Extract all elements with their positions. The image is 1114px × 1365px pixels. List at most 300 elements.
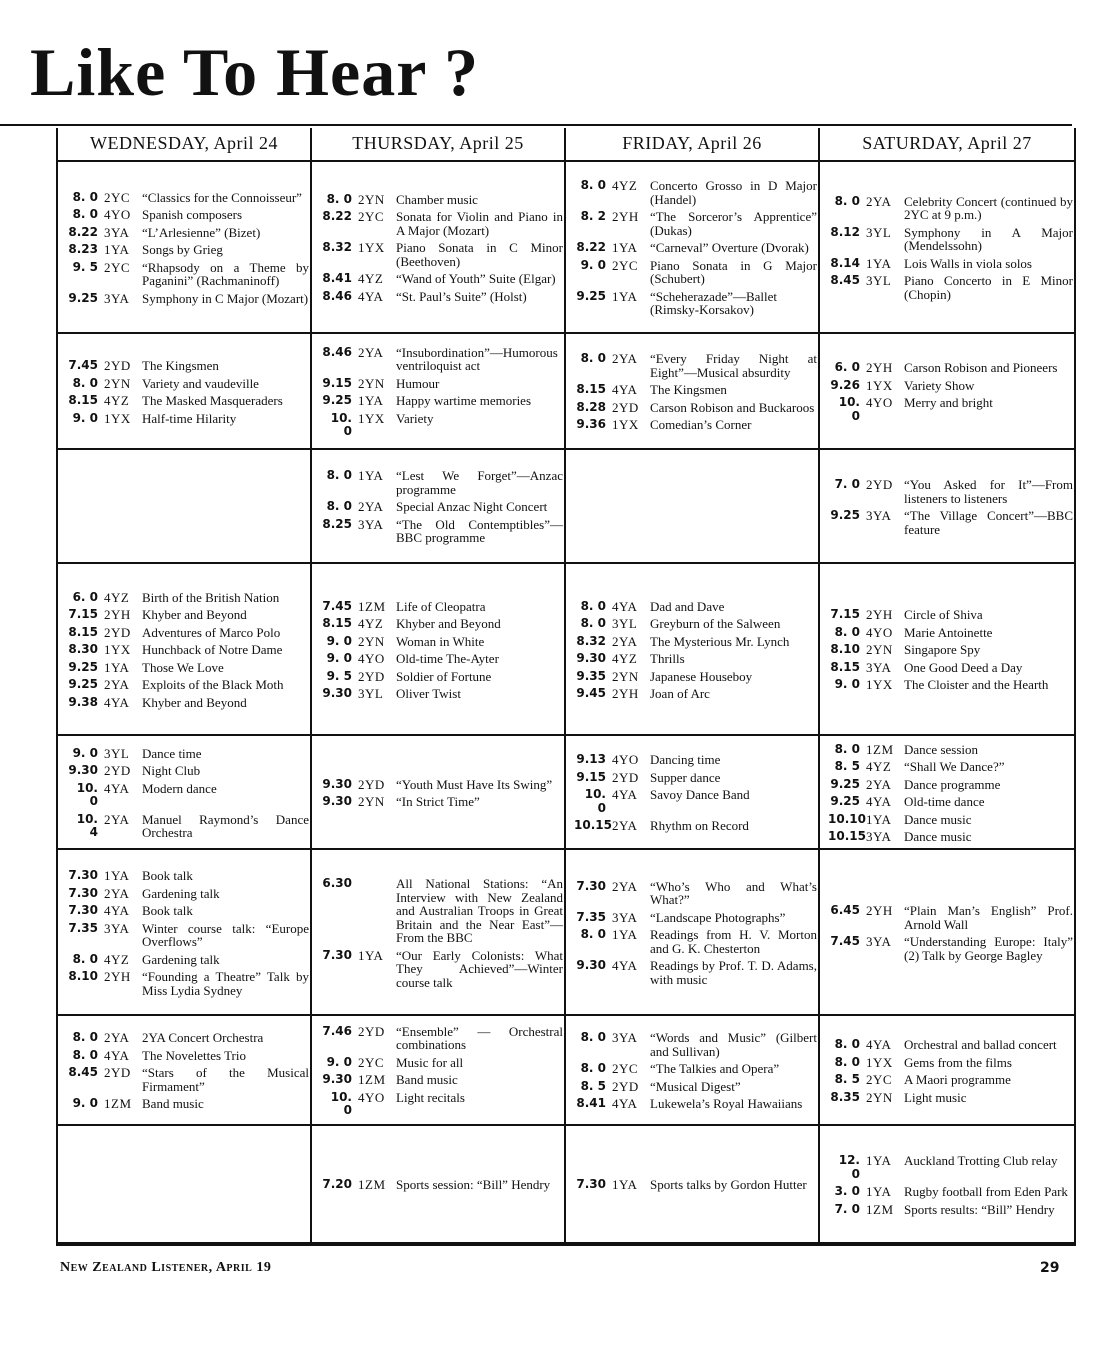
program-entry bbox=[66, 970, 309, 997]
program-entry bbox=[828, 1056, 1073, 1070]
program-time: 10.15 bbox=[828, 829, 866, 843]
program-entry bbox=[828, 626, 1073, 640]
station-code: 2YC bbox=[612, 1061, 639, 1077]
program-time: 7.35 bbox=[68, 920, 98, 935]
program-entry bbox=[574, 670, 817, 684]
program-time: 9. 0 bbox=[834, 677, 860, 692]
program-time: 9.25 bbox=[830, 508, 860, 522]
program-entry bbox=[828, 379, 1073, 393]
program-title: Variety and vaudeville bbox=[142, 375, 259, 391]
schedule-cell bbox=[312, 162, 566, 334]
schedule-cell bbox=[820, 1126, 1074, 1244]
program-time: 7.35 bbox=[576, 909, 606, 924]
program-title: Gems from the films bbox=[904, 1054, 1012, 1070]
station-code: 3YA bbox=[866, 508, 892, 523]
program-title: Orchestral and ballad concert bbox=[904, 1037, 1057, 1052]
station-code: 2YC bbox=[358, 209, 385, 225]
station-code: 1ZM bbox=[104, 1096, 132, 1112]
station-code: 4YO bbox=[866, 395, 893, 410]
station-code: 2YD bbox=[612, 399, 639, 415]
program-title: Joan of Arc bbox=[650, 686, 710, 701]
program-title: The Kingsmen bbox=[142, 358, 219, 373]
program-title: “Landscape Photographs” bbox=[650, 909, 786, 925]
station-code: 1YX bbox=[866, 377, 893, 393]
station-code: 2YH bbox=[104, 969, 131, 984]
program-time: 8.14 bbox=[830, 255, 860, 270]
schedule-cell bbox=[312, 334, 566, 450]
program-entry bbox=[828, 274, 1073, 301]
program-entry bbox=[574, 383, 817, 397]
schedule-cell bbox=[58, 1126, 312, 1244]
program-time: 9.30 bbox=[322, 686, 352, 700]
day-header: WEDNESDAY, April 24 bbox=[58, 128, 312, 162]
program-entry bbox=[828, 396, 1073, 423]
station-code: 2YA bbox=[104, 811, 130, 827]
program-title: “The Sorceror’s Apprentice” (Dukas) bbox=[650, 209, 817, 238]
program-entry bbox=[828, 361, 1073, 375]
program-entry bbox=[320, 1073, 563, 1087]
program-time: 8.35 bbox=[830, 1089, 860, 1104]
program-title: Lois Walls in viola solos bbox=[904, 255, 1032, 271]
schedule-cell bbox=[566, 334, 820, 450]
schedule-cell bbox=[820, 736, 1074, 850]
program-entry bbox=[828, 795, 1073, 809]
program-title: Winter course talk: “Europe Overflows” bbox=[142, 920, 309, 949]
program-entry bbox=[320, 652, 563, 666]
program-time: 10. 0 bbox=[838, 395, 860, 423]
program-entry bbox=[320, 1025, 563, 1052]
station-code: 3YL bbox=[104, 745, 130, 761]
station-code: 3YA bbox=[612, 909, 638, 925]
program-time: 9.30 bbox=[322, 776, 352, 791]
program-title: Piano Concerto in E Minor (Chopin) bbox=[904, 273, 1073, 302]
program-time: 9.45 bbox=[576, 686, 606, 700]
program-time: 6.30 bbox=[322, 876, 352, 890]
program-title: Sports results: “Bill” Hendry bbox=[904, 1201, 1055, 1217]
program-title: Band music bbox=[142, 1096, 204, 1112]
program-title: Manuel Raymond’s Dance Orchestra bbox=[142, 811, 309, 840]
program-entry bbox=[574, 753, 817, 767]
station-code: 2YH bbox=[104, 607, 131, 623]
program-title: Rugby football from Eden Park bbox=[904, 1184, 1068, 1199]
program-time: 8. 0 bbox=[580, 1061, 606, 1076]
program-entry bbox=[574, 290, 817, 317]
station-code: 1YA bbox=[866, 255, 892, 271]
station-code: 3YA bbox=[358, 516, 384, 532]
day-header: FRIDAY, April 26 bbox=[566, 128, 820, 162]
program-title: Piano Sonata in C Minor (Beethoven) bbox=[396, 240, 563, 269]
station-code: 2YH bbox=[866, 607, 893, 623]
station-code: 2YN bbox=[358, 191, 385, 207]
station-code: 3YL bbox=[612, 616, 638, 631]
program-title: Woman in White bbox=[396, 633, 485, 649]
program-time: 7.30 bbox=[68, 903, 98, 917]
day-header: THURSDAY, April 25 bbox=[312, 128, 566, 162]
program-entry bbox=[66, 412, 309, 426]
station-code: 1YA bbox=[612, 288, 638, 304]
program-time: 9.25 bbox=[68, 659, 98, 674]
station-code: 4YA bbox=[612, 958, 638, 974]
station-code: 1YA bbox=[612, 1177, 638, 1193]
program-title: “Words and Music” (Gilbert and Sullivan) bbox=[650, 1030, 817, 1059]
station-code: 2YA bbox=[612, 633, 638, 649]
program-title: Humour bbox=[396, 375, 440, 391]
program-entry bbox=[320, 687, 563, 701]
program-title: “Every Friday Night at Eight”—Musical absurdity bbox=[650, 351, 817, 380]
program-entry bbox=[574, 635, 817, 649]
program-entry bbox=[828, 1091, 1073, 1105]
program-time: 3. 0 bbox=[834, 1184, 860, 1198]
schedule-cell bbox=[312, 850, 566, 1016]
program-entry bbox=[574, 687, 817, 701]
program-entry bbox=[828, 1154, 1073, 1181]
station-code: 1YA bbox=[612, 927, 638, 943]
program-title: Thrills bbox=[650, 651, 685, 666]
station-code: 2YN bbox=[866, 642, 893, 658]
program-time: 9.25 bbox=[830, 794, 860, 808]
schedule-cell bbox=[820, 162, 1074, 334]
program-title: “The Old Contemptibles”—BBC programme bbox=[396, 516, 563, 546]
station-code: 1YX bbox=[358, 240, 385, 256]
program-entry bbox=[574, 880, 817, 907]
program-entry bbox=[66, 747, 309, 761]
program-time: 8. 0 bbox=[834, 741, 860, 756]
program-title: Greyburn of the Salween bbox=[650, 616, 781, 631]
station-code: 1YX bbox=[612, 417, 639, 433]
program-title: Marie Antoinette bbox=[904, 624, 993, 640]
program-entry bbox=[320, 778, 563, 792]
program-entry bbox=[828, 226, 1073, 253]
program-entry bbox=[320, 600, 563, 614]
schedule-cell bbox=[566, 564, 820, 736]
program-entry bbox=[828, 743, 1073, 757]
program-title: Comedian’s Corner bbox=[650, 417, 752, 433]
program-time: 8.45 bbox=[68, 1065, 98, 1080]
program-title: “The Village Concert”—BBC feature bbox=[904, 508, 1073, 537]
program-title: “St. Paul’s Suite” (Holst) bbox=[396, 288, 527, 304]
program-time: 7. 0 bbox=[834, 1201, 860, 1216]
station-code: 4YZ bbox=[104, 393, 130, 408]
program-title: Sonata for Violin and Piano in A Major (Mozart) bbox=[396, 209, 563, 238]
program-entry bbox=[66, 1031, 309, 1045]
program-title: Gardening talk bbox=[142, 885, 220, 901]
program-title: Chamber music bbox=[396, 191, 478, 207]
program-time: 10. 0 bbox=[330, 1089, 352, 1117]
program-entry bbox=[574, 911, 817, 925]
program-time: 8.28 bbox=[576, 399, 606, 414]
station-code: 1ZM bbox=[358, 1177, 386, 1193]
station-code: 4YO bbox=[612, 752, 639, 768]
program-entry bbox=[320, 377, 563, 391]
program-entry bbox=[66, 696, 309, 710]
program-time: 7.30 bbox=[68, 868, 98, 882]
program-entry bbox=[574, 241, 817, 255]
program-time: 8. 0 bbox=[72, 1030, 98, 1045]
program-title: The Mysterious Mr. Lynch bbox=[650, 633, 790, 649]
program-time: 9. 5 bbox=[72, 259, 98, 274]
program-entry bbox=[66, 359, 309, 373]
program-entry bbox=[320, 290, 563, 304]
program-title: Exploits of the Black Moth bbox=[142, 677, 284, 693]
program-title: “Wand of Youth” Suite (Elgar) bbox=[396, 271, 556, 287]
station-code: 4YZ bbox=[866, 759, 892, 774]
program-time: 8. 0 bbox=[580, 178, 606, 193]
program-title: Readings by Prof. T. D. Adams, with music bbox=[650, 958, 817, 987]
program-time: 9.38 bbox=[68, 694, 98, 709]
program-time: 7.45 bbox=[68, 358, 98, 372]
station-code: 2YA bbox=[104, 885, 130, 901]
station-code: 2YD bbox=[866, 477, 893, 492]
program-time: 6. 0 bbox=[72, 589, 98, 604]
program-time: 7.15 bbox=[68, 607, 98, 622]
program-entry bbox=[66, 887, 309, 901]
program-entry bbox=[574, 1031, 817, 1058]
program-time: 9.30 bbox=[322, 1072, 352, 1086]
program-entry bbox=[66, 394, 309, 408]
program-time: 9.36 bbox=[576, 417, 606, 432]
program-entry bbox=[66, 608, 309, 622]
program-title: The Cloister and the Hearth bbox=[904, 677, 1049, 693]
station-code: 1YA bbox=[104, 659, 130, 675]
program-title: Those We Love bbox=[142, 659, 224, 675]
program-entry bbox=[320, 617, 563, 631]
station-code: 4YO bbox=[104, 207, 131, 223]
program-entry bbox=[66, 782, 309, 809]
program-title: “Classics for the Connoisseur” bbox=[142, 189, 302, 205]
program-entry bbox=[828, 478, 1073, 505]
program-entry bbox=[66, 626, 309, 640]
program-title: Gardening talk bbox=[142, 951, 220, 967]
station-code: 1YA bbox=[866, 1184, 892, 1199]
program-entry bbox=[320, 877, 563, 945]
program-title: Light music bbox=[904, 1089, 967, 1105]
program-title: Birth of the British Nation bbox=[142, 589, 280, 605]
program-time: 8. 0 bbox=[326, 191, 352, 206]
program-title: Lukewela’s Royal Hawaiians bbox=[650, 1096, 803, 1112]
schedule-cell bbox=[820, 334, 1074, 450]
program-entry bbox=[828, 778, 1073, 792]
footer-publication: New Zealand Listener, April 19 bbox=[60, 1260, 272, 1275]
station-code: 3YL bbox=[358, 686, 384, 701]
program-title: Merry and bright bbox=[904, 395, 993, 410]
program-title: 2YA Concert Orchestra bbox=[142, 1030, 264, 1046]
schedule-cell bbox=[820, 850, 1074, 1016]
program-time: 8.45 bbox=[830, 273, 860, 288]
station-code: 1ZM bbox=[358, 1072, 386, 1087]
program-time: 9.25 bbox=[576, 288, 606, 303]
station-code: 3YA bbox=[104, 920, 130, 936]
program-title: Spanish composers bbox=[142, 207, 243, 223]
station-code: 3YA bbox=[104, 290, 130, 306]
station-code: 2YC bbox=[104, 259, 131, 275]
station-code: 1YX bbox=[358, 410, 385, 426]
station-code: 1ZM bbox=[866, 741, 894, 757]
schedule-cell bbox=[566, 1016, 820, 1126]
program-title: “Scheherazade”—Ballet (Rimsky-Korsakov) bbox=[650, 288, 778, 318]
program-time: 9.30 bbox=[576, 958, 606, 973]
program-time: 8.41 bbox=[322, 271, 352, 286]
program-entry bbox=[320, 1178, 563, 1192]
program-title: Dance programme bbox=[904, 776, 1001, 792]
program-title: Light recitals bbox=[396, 1089, 465, 1105]
program-entry bbox=[320, 193, 563, 207]
program-title: Band music bbox=[396, 1072, 458, 1087]
title-rule bbox=[0, 124, 1072, 126]
program-time: 9. 0 bbox=[580, 257, 606, 272]
station-code: 2YH bbox=[866, 903, 893, 918]
program-entry bbox=[574, 771, 817, 785]
program-entry bbox=[574, 179, 817, 206]
program-time: 9. 0 bbox=[326, 1054, 352, 1069]
program-title: Symphony in A Major (Mendelssohn) bbox=[904, 224, 1073, 254]
station-code: 1YA bbox=[358, 468, 384, 484]
program-entry bbox=[828, 1073, 1073, 1087]
station-code: 1ZM bbox=[866, 1201, 894, 1217]
program-time: 7.20 bbox=[322, 1177, 352, 1192]
program-title: One Good Deed a Day bbox=[904, 659, 1023, 675]
station-code: 1YX bbox=[104, 410, 131, 426]
program-time: 10.15 bbox=[574, 818, 612, 833]
program-entry bbox=[320, 518, 563, 545]
station-code: 4YA bbox=[612, 1096, 638, 1112]
program-entry bbox=[320, 1091, 563, 1118]
program-entry bbox=[320, 469, 563, 496]
program-title: Variety Show bbox=[904, 377, 975, 393]
station-code: 1YA bbox=[104, 242, 130, 258]
program-time: 9.30 bbox=[576, 651, 606, 665]
program-entry bbox=[828, 935, 1073, 962]
program-time: 9.25 bbox=[830, 776, 860, 791]
station-code: 3YA bbox=[866, 934, 892, 949]
program-entry bbox=[66, 661, 309, 675]
station-code: 4YA bbox=[612, 598, 638, 614]
station-code: 2YC bbox=[358, 1054, 385, 1070]
schedule-cell bbox=[566, 850, 820, 1016]
program-time: 9.15 bbox=[576, 769, 606, 784]
program-time: 7.30 bbox=[576, 1177, 606, 1192]
station-code: 4YZ bbox=[358, 271, 384, 287]
program-entry bbox=[828, 678, 1073, 692]
station-code: 1YX bbox=[866, 1054, 893, 1070]
program-time: 8. 0 bbox=[834, 1037, 860, 1051]
program-time: 8.22 bbox=[322, 209, 352, 224]
program-time: 6.45 bbox=[830, 903, 860, 917]
program-entry bbox=[66, 678, 309, 692]
program-time: 9. 0 bbox=[72, 745, 98, 760]
station-code: 2YD bbox=[104, 763, 131, 778]
program-title: Soldier of Fortune bbox=[396, 668, 492, 684]
station-code: 4YA bbox=[866, 1037, 892, 1052]
program-title: Symphony in C Major (Mozart) bbox=[142, 290, 309, 306]
program-entry bbox=[828, 195, 1073, 222]
station-code: 4YO bbox=[358, 651, 385, 666]
schedule-cell bbox=[566, 736, 820, 850]
program-title: The Masked Masqueraders bbox=[142, 393, 283, 408]
program-title: Dad and Dave bbox=[650, 598, 725, 614]
schedule-cell bbox=[312, 736, 566, 850]
schedule-cell bbox=[58, 564, 312, 736]
program-entry bbox=[574, 401, 817, 415]
station-code: 2YN bbox=[866, 1089, 893, 1105]
program-time: 7.46 bbox=[322, 1023, 352, 1038]
schedule-cell bbox=[820, 450, 1074, 564]
program-title: Readings from H. V. Morton and G. K. Chesterton bbox=[650, 927, 817, 956]
program-title: “Stars of the Musical Firmament” bbox=[142, 1065, 309, 1094]
program-entry bbox=[320, 272, 563, 286]
program-title: Circle of Shiva bbox=[904, 607, 983, 623]
program-time: 8.32 bbox=[322, 240, 352, 255]
program-entry bbox=[320, 795, 563, 809]
program-time: 8. 2 bbox=[580, 209, 606, 224]
program-title: The Novelettes Trio bbox=[142, 1047, 246, 1063]
station-code: 4YA bbox=[612, 382, 638, 398]
station-code bbox=[358, 877, 396, 945]
program-entry bbox=[66, 226, 309, 240]
program-time: 8.15 bbox=[322, 616, 352, 630]
program-title: Old-time dance bbox=[904, 794, 985, 809]
program-time: 8.25 bbox=[322, 516, 352, 531]
program-entry bbox=[574, 928, 817, 955]
station-code: 2YA bbox=[358, 344, 384, 360]
program-time: 7.30 bbox=[68, 885, 98, 900]
program-title: Hunchback of Notre Dame bbox=[142, 642, 283, 658]
program-title: “Rhapsody on a Theme by Paganini” (Rachmaninoff) bbox=[142, 259, 309, 289]
station-code: 4YO bbox=[866, 624, 893, 640]
program-entry bbox=[66, 1049, 309, 1063]
program-entry bbox=[828, 830, 1073, 844]
program-title: “Lest We Forget”—Anzac programme bbox=[396, 468, 563, 497]
program-time: 9.35 bbox=[576, 668, 606, 683]
program-title: Celebrity Concert (continued by 2YC at 9 p.m.) bbox=[904, 193, 1073, 223]
program-time: 10. 4 bbox=[76, 811, 98, 839]
program-entry bbox=[574, 788, 817, 815]
program-time: 9. 0 bbox=[72, 410, 98, 425]
program-time: 9. 0 bbox=[326, 651, 352, 665]
program-title: Happy wartime memories bbox=[396, 393, 532, 408]
program-entry bbox=[574, 959, 817, 986]
program-time: 8.15 bbox=[68, 624, 98, 639]
program-title: Khyber and Beyond bbox=[142, 694, 247, 710]
program-entry bbox=[574, 259, 817, 286]
station-code: 3YA bbox=[104, 224, 130, 240]
program-time: 8. 0 bbox=[72, 207, 98, 222]
program-entry bbox=[828, 813, 1073, 827]
station-code: 2YA bbox=[866, 193, 892, 209]
program-entry bbox=[574, 1062, 817, 1076]
program-time: 8.15 bbox=[830, 659, 860, 674]
program-time: 8. 0 bbox=[72, 189, 98, 204]
program-title: Life of Cleopatra bbox=[396, 598, 486, 614]
station-code: 4YA bbox=[866, 794, 892, 809]
program-time: 8. 0 bbox=[834, 1054, 860, 1069]
program-entry bbox=[66, 922, 309, 949]
program-entry bbox=[574, 210, 817, 237]
program-time: 8.23 bbox=[68, 242, 98, 257]
program-time: 9. 0 bbox=[72, 1096, 98, 1111]
program-title: Rhythm on Record bbox=[650, 818, 749, 834]
program-entry bbox=[828, 257, 1073, 271]
station-code: 4YA bbox=[104, 903, 130, 918]
program-title: Supper dance bbox=[650, 769, 721, 785]
program-title: “Understanding Europe: Italy” (2) Talk by George Bagley bbox=[904, 934, 1073, 963]
program-time: 8.30 bbox=[68, 642, 98, 657]
program-title: Songs by Grieg bbox=[142, 242, 223, 258]
program-entry bbox=[574, 418, 817, 432]
program-title: Savoy Dance Band bbox=[650, 787, 750, 803]
program-entry bbox=[66, 869, 309, 883]
program-title: Old-time The-Ayter bbox=[396, 651, 499, 666]
program-entry bbox=[828, 608, 1073, 622]
